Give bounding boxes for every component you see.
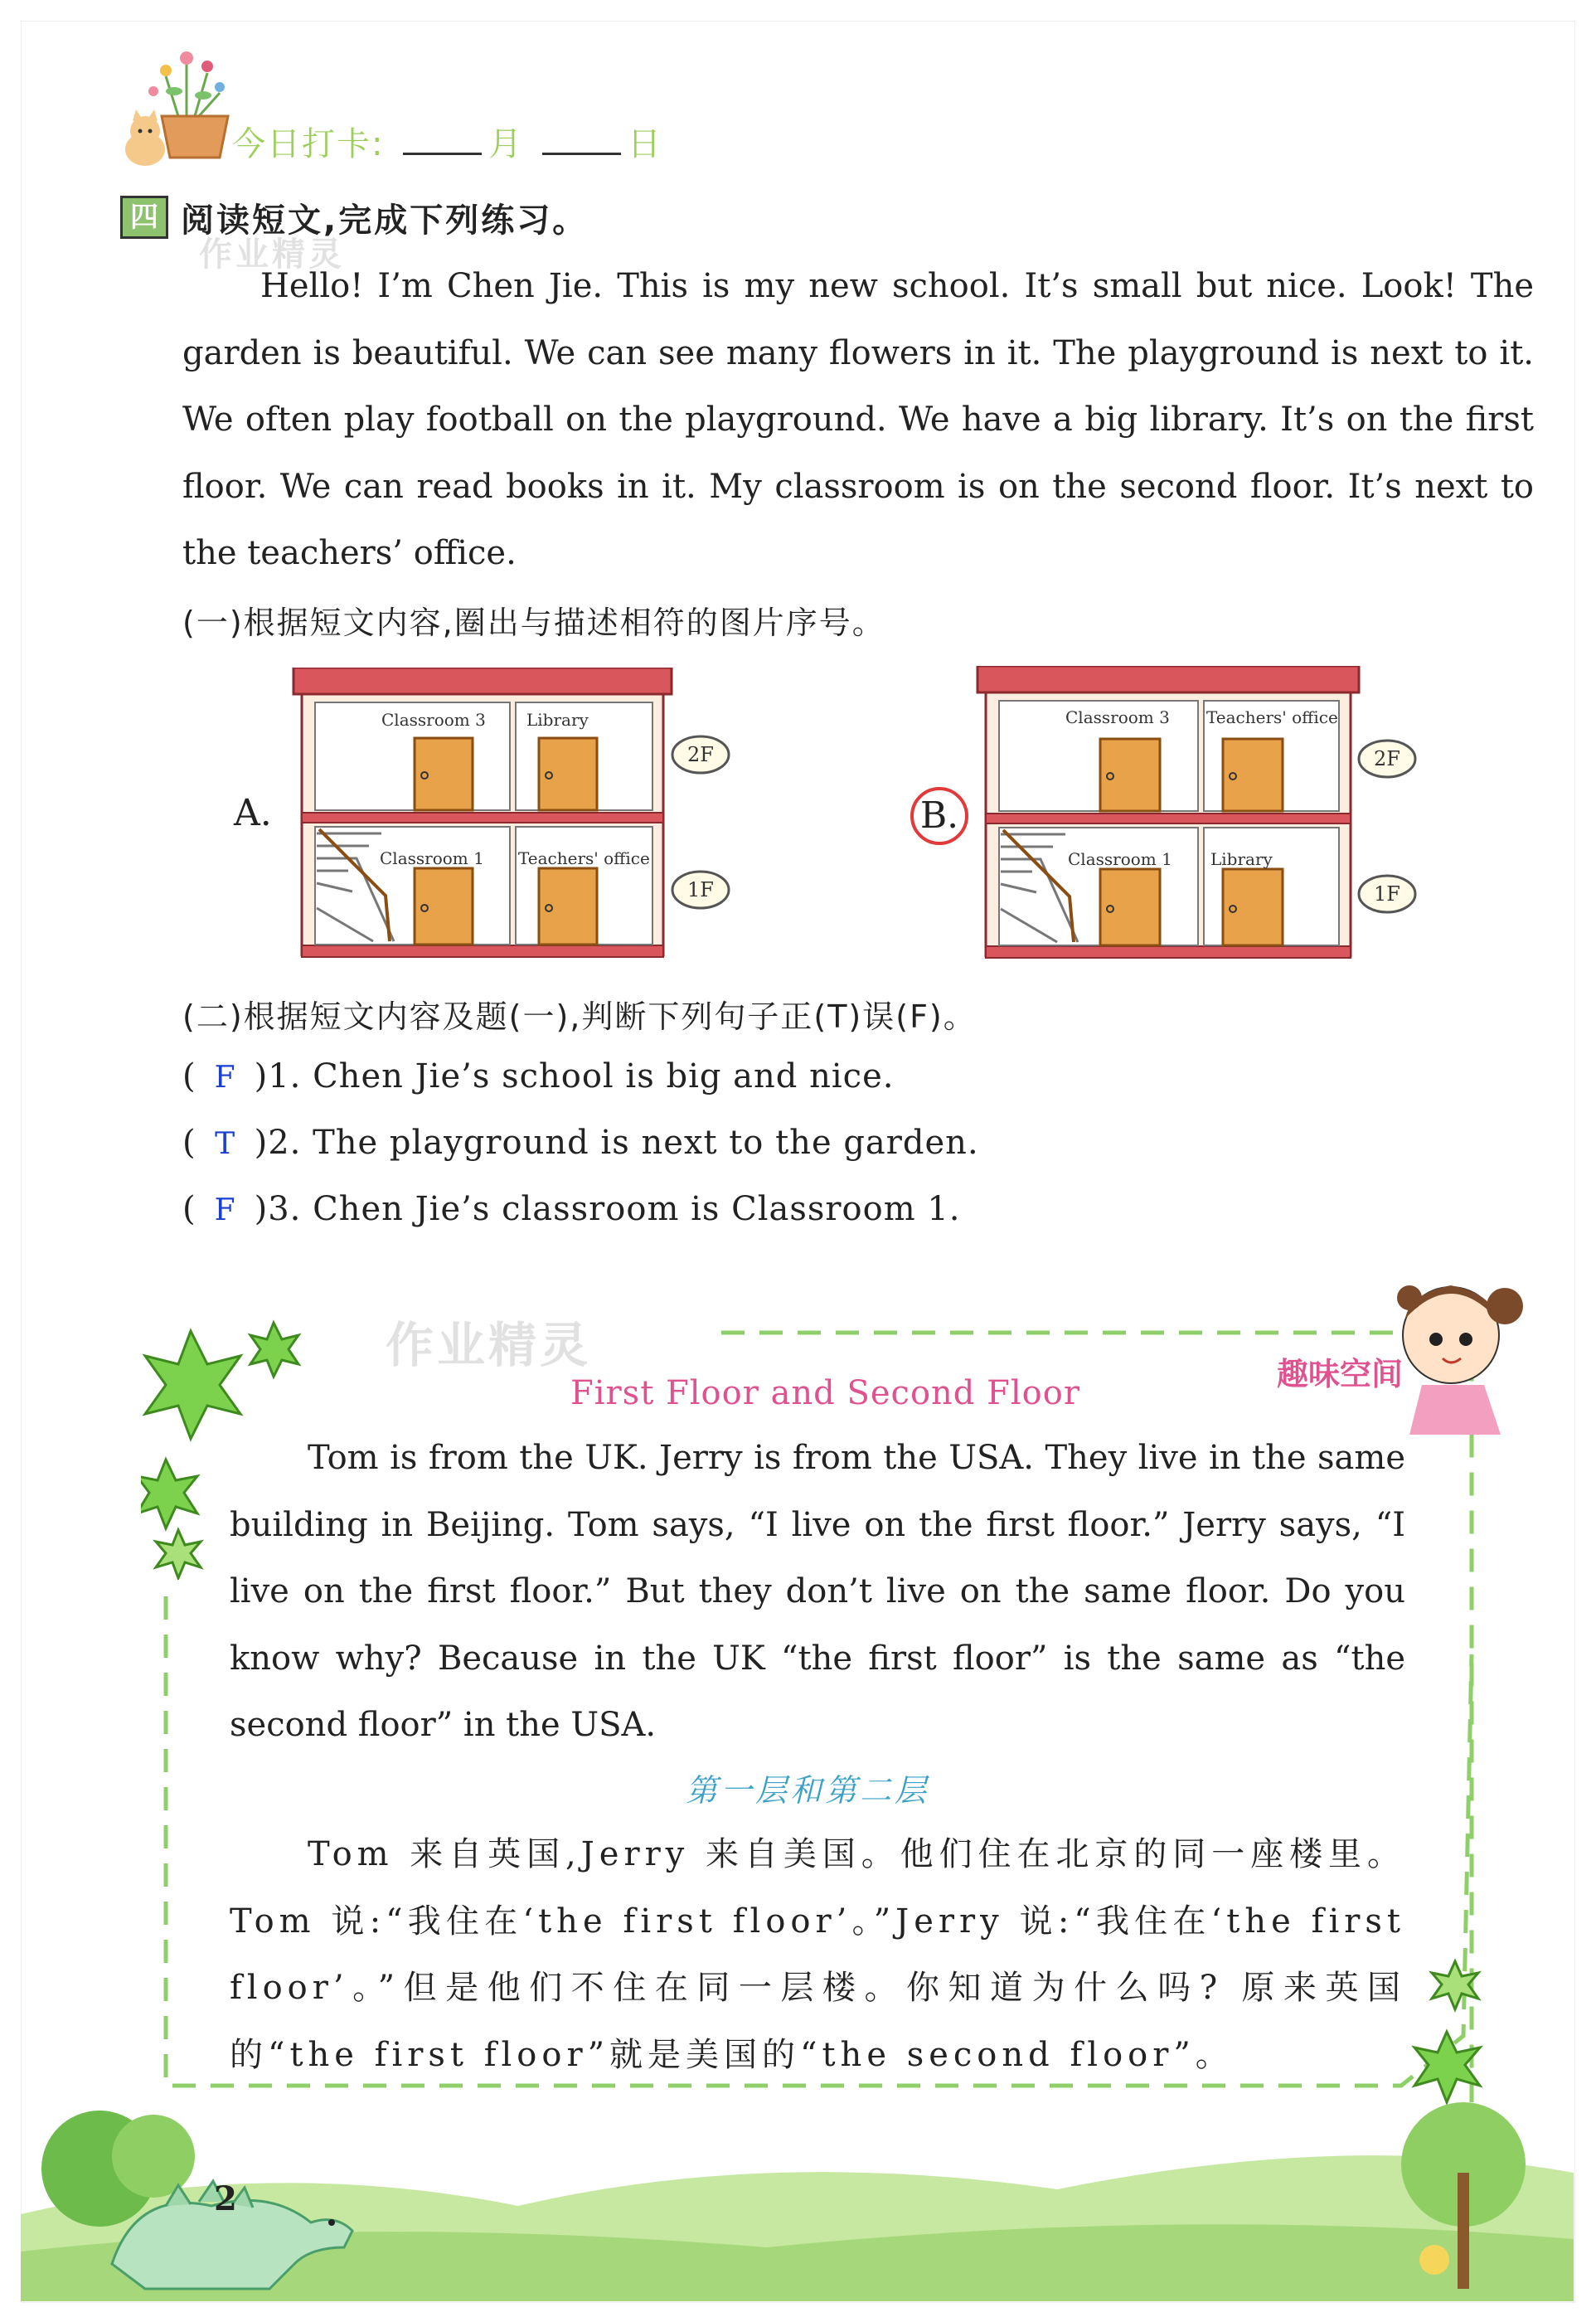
cat-icon <box>125 109 165 166</box>
month-blank[interactable] <box>403 129 482 155</box>
true-false-item: ( F )3. Chen Jie’s classroom is Classroom 1. <box>182 1190 961 1228</box>
fun-corner-badge: 趣味空间 <box>1277 1356 1404 1392</box>
girl-illustration <box>1244 1261 1559 1443</box>
reading-passage <box>182 253 1534 587</box>
floor-tag: 1F <box>687 878 714 901</box>
option-a-label[interactable]: A. <box>234 792 272 834</box>
room-label: Classroom 3 <box>1065 707 1170 727</box>
room-label: Teachers' office <box>518 848 650 868</box>
option-b-label-circled[interactable]: B. <box>910 787 968 845</box>
floor-tag: 2F <box>687 743 714 766</box>
true-false-item: ( T )2. The playground is next to the garden. <box>182 1124 979 1162</box>
pot-icon <box>162 116 228 158</box>
room-label: Classroom 1 <box>380 848 484 868</box>
fun-corner-chinese <box>230 1821 1405 2088</box>
building-a-illustration[interactable] <box>290 668 754 966</box>
room-label: Library <box>1210 849 1273 869</box>
check-in-line <box>232 118 662 165</box>
maple-leaf-icon <box>1414 1961 1480 2102</box>
passage-paragraph: Hello! I’m Chen Jie. This is my new school. It’s small but nice. Look! The garden is beautiful. We can see many flowers in it. The playground is next to it. We often play football on the playground. We have a big library. It’s on the first floor. We can read books in it. My classroom is on the second floor. It’s next to the teachers’ office. <box>182 267 1534 572</box>
answer-field[interactable]: F <box>214 1193 236 1227</box>
month-label: 月 <box>488 125 524 163</box>
item-text: )3. Chen Jie’s classroom is Classroom 1. <box>254 1190 961 1228</box>
section-number-badge: 四 <box>120 196 168 239</box>
section-title: 阅读短文,完成下列练习。 <box>181 202 589 240</box>
item-text: )1. Chen Jie’s school is big and nice. <box>254 1057 895 1095</box>
true-false-item: ( F )1. Chen Jie’s school is big and nice. <box>182 1057 895 1095</box>
floor-tag: 1F <box>1374 882 1400 906</box>
day-blank[interactable] <box>542 129 621 155</box>
check-in-label: 今日打卡: <box>232 125 385 163</box>
day-label: 日 <box>627 125 662 163</box>
chinese-title: 第一层和第二层 <box>686 1772 930 1809</box>
fun-corner-title: First Floor and Second Floor <box>570 1374 1080 1412</box>
leaves-decoration <box>1409 1953 1501 2111</box>
answer-field[interactable]: F <box>214 1061 236 1095</box>
building-b-illustration[interactable] <box>974 666 1447 964</box>
flowers-icon <box>148 51 225 116</box>
part1-instruction: (一)根据短文内容,圈出与描述相符的图片序号。 <box>182 605 885 641</box>
chinese-paragraph: Tom 来自英国,Jerry 来自美国。他们住在北京的同一座楼里。Tom 说:“我住在‘the first floor’。”Jerry 说:“我住在‘the first floor’。”但是他们不住在同一层楼。你知道为什么吗? 原来英国的“the first floor”就是美国的“the second floor”。 <box>230 1835 1405 2074</box>
item-text: )2. The playground is next to the garden. <box>254 1124 979 1162</box>
floor-tag: 2F <box>1374 747 1400 770</box>
room-label: Classroom 3 <box>381 710 486 730</box>
english-paragraph: Tom is from the UK. Jerry is from the USA. They live in the same building in Beijing. Tom says, “I live on the first floor.” Jerry says, “I live on the first floor.” But they don’t live on the same floor. Do you know why? Because in the UK “the first floor” is the same as “the second floor” in the USA. <box>230 1439 1405 1744</box>
answer-field[interactable]: T <box>215 1127 236 1161</box>
room-label: Teachers' office <box>1206 707 1338 727</box>
watermark-text: 作业精灵 <box>199 236 345 274</box>
room-label: Library <box>526 710 589 730</box>
page-number: 2 <box>214 2179 237 2218</box>
watermark-text: 作业精灵 <box>386 1317 592 1373</box>
landscape-illustration <box>21 2098 1574 2301</box>
fun-corner-english <box>230 1425 1405 1759</box>
part2-instruction: (二)根据短文内容及题(一),判断下列句子正(T)误(F)。 <box>182 998 977 1035</box>
room-label: Classroom 1 <box>1068 849 1172 869</box>
